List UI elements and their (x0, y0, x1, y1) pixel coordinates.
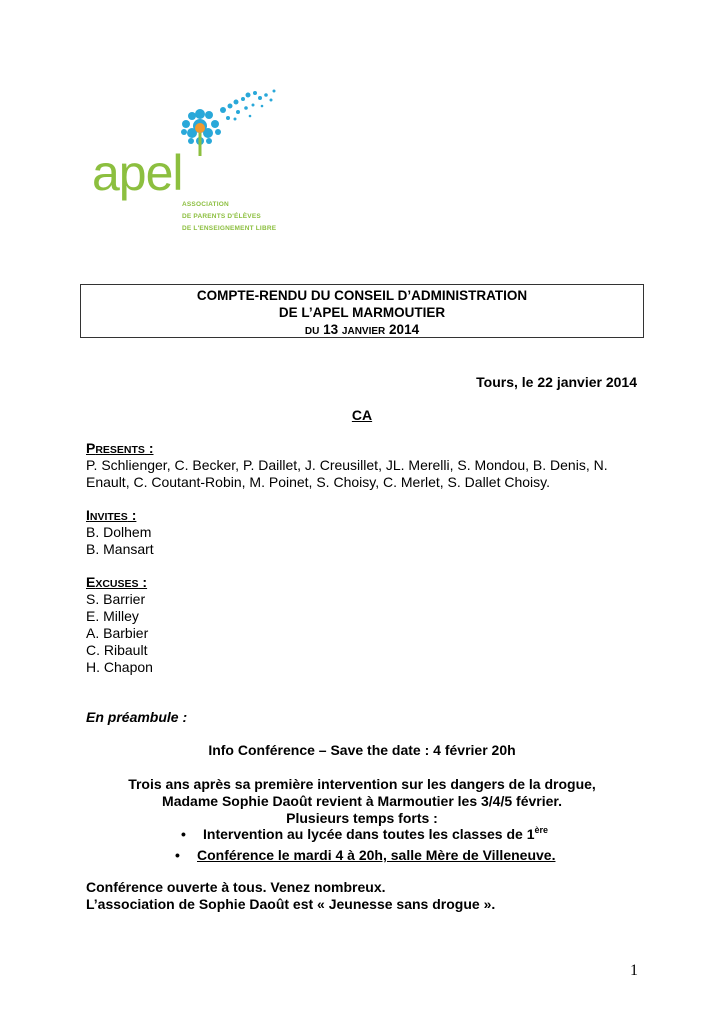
bullet-1-text (203, 826, 548, 843)
excuses-name: S. Barrier (86, 591, 146, 607)
excuses-heading-cap: E (86, 574, 96, 590)
bullet-2-text: Conférence le mardi 4 à 20h, salle Mère de Villeneuve. (197, 847, 556, 863)
ca-heading: CA (351, 407, 373, 423)
bullet-1-main: Intervention au lycée dans toutes les classes de 1 (203, 826, 535, 842)
excuses-heading (86, 574, 147, 590)
title-line-1: COMPTE-RENDU DU CONSEIL D’ADMINISTRATION (196, 288, 528, 303)
closing-line-2: L’association de Sophie Daoût est « Jeunesse sans drogue ». (86, 896, 496, 912)
presents-heading (86, 440, 154, 456)
presents-line-1: P. Schlienger, C. Becker, P. Daillet, J. Creusillet, JL. Merelli, S. Mondou, B. Denis, N. (86, 457, 608, 473)
presents-heading-cap: P (86, 440, 96, 456)
bullet-icon: • (181, 826, 186, 842)
title-line-2: DE L’APEL MARMOUTIER (278, 305, 446, 320)
excuses-name: E. Milley (86, 608, 139, 624)
title-month: JANVIER (341, 326, 386, 337)
bullet-item-1 (181, 826, 548, 843)
presents-heading-colon: : (144, 440, 154, 456)
excuses-heading-colon: : (138, 574, 148, 590)
invites-name: B. Dolhem (86, 524, 152, 540)
title-day: 13 (323, 322, 339, 337)
invites-name: B. Mansart (86, 541, 154, 557)
excuses-name: H. Chapon (86, 659, 153, 675)
invites-heading-cap: I (86, 507, 90, 523)
excuses-heading-rest: XCUSES (95, 578, 139, 590)
title-du: DU (304, 326, 320, 337)
bullet-icon: • (175, 847, 180, 863)
presents-line-2: Enault, C. Coutant-Robin, M. Poinet, S. Choisy, C. Merlet, S. Dallet Choisy. (86, 474, 550, 490)
title-year: 2014 (389, 322, 420, 337)
invites-heading (86, 507, 136, 523)
logo-line-3: DE L'ENSEIGNEMENT LIBRE (182, 225, 277, 232)
logo-wordmark: apel (92, 145, 183, 201)
excuses-name: C. Ribault (86, 642, 148, 658)
preambule-para-3: Plusieurs temps forts : (286, 810, 438, 826)
info-conference: Info Conférence – Save the date : 4 février 20h (208, 742, 516, 758)
title-line-3 (81, 321, 643, 340)
bullet-1-sup: ère (534, 825, 548, 835)
place-date: Tours, le 22 janvier 2014 (476, 374, 637, 390)
preambule-para-2: Madame Sophie Daoût revient à Marmoutier les 3/4/5 février. (162, 793, 562, 809)
preambule-para-1: Trois ans après sa première intervention sur les dangers de la drogue, (128, 776, 596, 792)
apel-logo (88, 86, 308, 236)
invites-heading-rest: NVITES (89, 511, 128, 523)
document-title-box (80, 284, 644, 338)
presents-heading-rest: RESENTS (95, 444, 145, 456)
bullet-item-2 (175, 847, 555, 864)
page-number: 1 (630, 962, 638, 979)
closing-line-1: Conférence ouverte à tous. Venez nombreux. (86, 879, 386, 895)
logo-line-2: DE PARENTS D'ÉLÈVES (182, 213, 261, 220)
preambule-label: En préambule : (86, 709, 188, 725)
logo-line-1: ASSOCIATION (182, 201, 229, 208)
invites-heading-colon: : (127, 507, 137, 523)
excuses-name: A. Barbier (86, 625, 149, 641)
